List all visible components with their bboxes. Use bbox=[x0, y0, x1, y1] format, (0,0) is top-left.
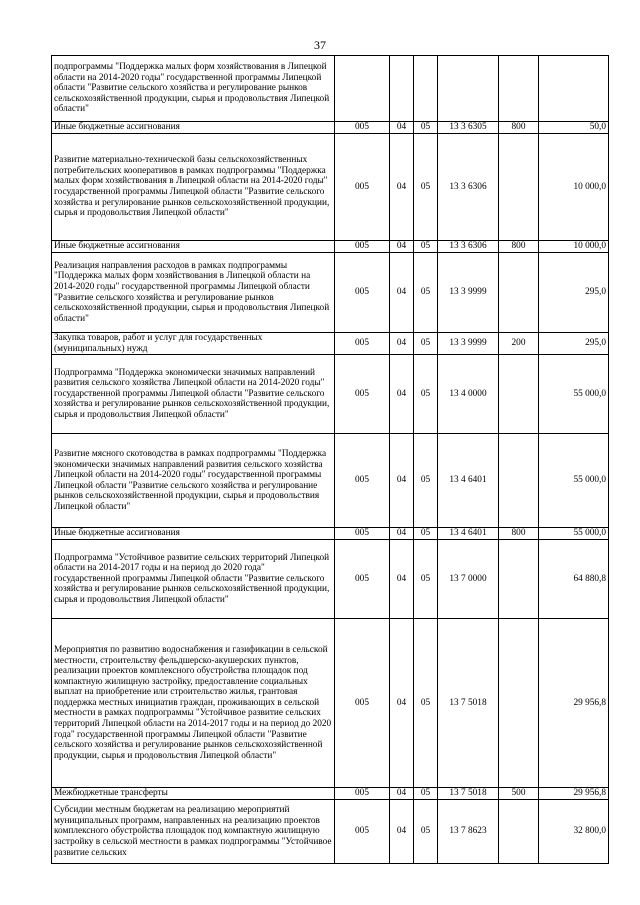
table-row bbox=[52, 800, 609, 864]
amount-cell: 50,0 bbox=[539, 122, 609, 134]
expense-type-cell bbox=[499, 355, 539, 434]
amount-cell: 295,0 bbox=[539, 333, 609, 355]
amount-cell: 10 000,0 bbox=[539, 241, 609, 253]
expense-type-cell bbox=[499, 434, 539, 528]
article-code-cell: 13 4 6401 bbox=[438, 528, 499, 540]
article-code-cell: 13 4 0000 bbox=[438, 355, 499, 434]
section-code-cell: 04 bbox=[390, 134, 414, 241]
subsection-code-cell: 05 bbox=[414, 134, 438, 241]
row-name-cell: Развитие материально-технической базы сельскохозяйственных потребительских кооперативов в рамках подпрограммы "Поддержка малых форм хозяйствования в Липецкой области на 2014-2020 годы" государственной программы Липецкой области "Развитие сельского хозяйства и регулирование рынков сельскохозяйственной продукции, сырья и продовольствия Липецкой области" bbox=[52, 134, 335, 241]
row-name-cell: подпрограммы "Поддержка малых форм хозяйствования в Липецкой области на 2014-2020 годы" государственной программы Липецкой области "Развитие сельского хозяйства и регулирование рынков сельскохозяйственной продукции, сырья и продовольствия Липецкой области" bbox=[52, 56, 335, 122]
section-code-cell: 04 bbox=[390, 788, 414, 800]
amount-cell: 55 000,0 bbox=[539, 528, 609, 540]
section-code-cell: 04 bbox=[390, 122, 414, 134]
table-row bbox=[52, 241, 609, 253]
budget-table-body bbox=[52, 56, 609, 864]
table-row bbox=[52, 355, 609, 434]
section-code-cell: 04 bbox=[390, 333, 414, 355]
ministry-code-cell: 005 bbox=[335, 800, 390, 864]
subsection-code-cell: 05 bbox=[414, 122, 438, 134]
subsection-code-cell: 05 bbox=[414, 800, 438, 864]
subsection-code-cell: 05 bbox=[414, 788, 438, 800]
row-name-cell: Закупка товаров, работ и услуг для государственных (муниципальных) нужд bbox=[52, 333, 335, 355]
section-code-cell: 04 bbox=[390, 253, 414, 333]
article-code-cell: 13 3 6306 bbox=[438, 241, 499, 253]
ministry-code-cell: 005 bbox=[335, 134, 390, 241]
row-name-cell: Подпрограмма "Устойчивое развитие сельских территорий Липецкой области на 2014-2017 годы и на период до 2020 года" государственной программы Липецкой области "Развитие сельского хозяйства и регулирование рынков сельскохозяйственной продукции, сырья и продовольствия Липецкой области" bbox=[52, 540, 335, 619]
amount-cell: 55 000,0 bbox=[539, 434, 609, 528]
ministry-code-cell: 005 bbox=[335, 540, 390, 619]
expense-type-cell bbox=[499, 253, 539, 333]
article-code-cell: 13 3 9999 bbox=[438, 333, 499, 355]
row-name-cell: Мероприятия по развитию водоснабжения и газификации в сельской местности, строительству фельдшерско-акушерских пунктов, реализации проектов комплексного обустройства площадок под компактную жилищную застройку, предоставление социальных выплат на приобретение или строительство жилья, грантовая поддержка местных инициатив граждан, проживающих в сельской местности в рамках подпрограммы "Устойчивое развитие сельских территорий Липецкой области на 2014-2017 годы и на период до 2020 года" государственной программы Липецкой области "Развитие сельского хозяйства и регулирование рынков сельскохозяйственной продукции, сырья и продовольствия Липецкой области" bbox=[52, 619, 335, 788]
subsection-code-cell: 05 bbox=[414, 434, 438, 528]
section-code-cell: 04 bbox=[390, 528, 414, 540]
article-code-cell bbox=[438, 56, 499, 122]
amount-cell bbox=[539, 56, 609, 122]
section-code-cell bbox=[390, 56, 414, 122]
amount-cell: 32 800,0 bbox=[539, 800, 609, 864]
amount-cell: 29 956,8 bbox=[539, 788, 609, 800]
section-code-cell: 04 bbox=[390, 434, 414, 528]
ministry-code-cell: 005 bbox=[335, 528, 390, 540]
article-code-cell: 13 7 5018 bbox=[438, 788, 499, 800]
ministry-code-cell: 005 bbox=[335, 333, 390, 355]
article-code-cell: 13 3 9999 bbox=[438, 253, 499, 333]
ministry-code-cell: 005 bbox=[335, 355, 390, 434]
subsection-code-cell: 05 bbox=[414, 619, 438, 788]
section-code-cell: 04 bbox=[390, 800, 414, 864]
amount-cell: 295,0 bbox=[539, 253, 609, 333]
row-name-cell: Развитие мясного скотоводства в рамках подпрограммы "Поддержка экономически значимых направлений развития сельского хозяйства Липецкой области на 2014-2020 годы" государственной программы Липецкой области "Развитие сельского хозяйства и регулирование рынков сельскохозяйственной продукции, сырья и продовольствия Липецкой области" bbox=[52, 434, 335, 528]
budget-table bbox=[51, 55, 609, 864]
table-row bbox=[52, 253, 609, 333]
expense-type-cell: 800 bbox=[499, 241, 539, 253]
row-name-cell: Субсидии местным бюджетам на реализацию мероприятий муниципальных программ, направленных на реализацию проектов комплексного обустройства площадок под компактную жилищную застройку в сельской местности в рамках подпрограммы "Устойчивое развитие сельских bbox=[52, 800, 335, 864]
row-name-cell: Подпрограмма "Поддержка экономически значимых направлений развития сельского хозяйства Липецкой области на 2014-2020 годы" государственной программы Липецкой области "Развитие сельского хозяйства и регулирование рынков сельскохозяйственной продукции, сырья и продовольствия Липецкой области" bbox=[52, 355, 335, 434]
article-code-cell: 13 7 8623 bbox=[438, 800, 499, 864]
row-name-cell: Иные бюджетные ассигнования bbox=[52, 122, 335, 134]
amount-cell: 10 000,0 bbox=[539, 134, 609, 241]
subsection-code-cell: 05 bbox=[414, 241, 438, 253]
expense-type-cell bbox=[499, 800, 539, 864]
ministry-code-cell: 005 bbox=[335, 122, 390, 134]
ministry-code-cell: 005 bbox=[335, 434, 390, 528]
table-row bbox=[52, 434, 609, 528]
expense-type-cell: 800 bbox=[499, 528, 539, 540]
subsection-code-cell: 05 bbox=[414, 355, 438, 434]
subsection-code-cell: 05 bbox=[414, 528, 438, 540]
table-row bbox=[52, 528, 609, 540]
ministry-code-cell: 005 bbox=[335, 241, 390, 253]
expense-type-cell bbox=[499, 619, 539, 788]
subsection-code-cell bbox=[414, 56, 438, 122]
article-code-cell: 13 4 6401 bbox=[438, 434, 499, 528]
row-name-cell: Иные бюджетные ассигнования bbox=[52, 241, 335, 253]
ministry-code-cell: 005 bbox=[335, 788, 390, 800]
article-code-cell: 13 7 0000 bbox=[438, 540, 499, 619]
section-code-cell: 04 bbox=[390, 540, 414, 619]
table-row bbox=[52, 56, 609, 122]
row-name-cell: Реализация направления расходов в рамках подпрограммы "Поддержка малых форм хозяйствования в Липецкой области на 2014-2020 годы" государственной программы Липецкой области "Развитие сельского хозяйства и регулирование рынков сельскохозяйственной продукции, сырья и продовольствия Липецкой области" bbox=[52, 253, 335, 333]
expense-type-cell bbox=[499, 56, 539, 122]
section-code-cell: 04 bbox=[390, 241, 414, 253]
subsection-code-cell: 05 bbox=[414, 253, 438, 333]
expense-type-cell bbox=[499, 540, 539, 619]
table-row bbox=[52, 122, 609, 134]
ministry-code-cell: 005 bbox=[335, 619, 390, 788]
amount-cell: 29 956,8 bbox=[539, 619, 609, 788]
expense-type-cell: 200 bbox=[499, 333, 539, 355]
table-row bbox=[52, 134, 609, 241]
subsection-code-cell: 05 bbox=[414, 333, 438, 355]
row-name-cell: Межбюджетные трансферты bbox=[52, 788, 335, 800]
section-code-cell: 04 bbox=[390, 355, 414, 434]
expense-type-cell: 500 bbox=[499, 788, 539, 800]
amount-cell: 55 000,0 bbox=[539, 355, 609, 434]
subsection-code-cell: 05 bbox=[414, 540, 438, 619]
ministry-code-cell bbox=[335, 56, 390, 122]
amount-cell: 64 880,8 bbox=[539, 540, 609, 619]
expense-type-cell bbox=[499, 134, 539, 241]
table-row bbox=[52, 540, 609, 619]
section-code-cell: 04 bbox=[390, 619, 414, 788]
table-row bbox=[52, 788, 609, 800]
page-number: 37 bbox=[314, 38, 326, 52]
table-row bbox=[52, 333, 609, 355]
article-code-cell: 13 7 5018 bbox=[438, 619, 499, 788]
ministry-code-cell: 005 bbox=[335, 253, 390, 333]
table-row bbox=[52, 619, 609, 788]
article-code-cell: 13 3 6306 bbox=[438, 134, 499, 241]
expense-type-cell: 800 bbox=[499, 122, 539, 134]
row-name-cell: Иные бюджетные ассигнования bbox=[52, 528, 335, 540]
article-code-cell: 13 3 6305 bbox=[438, 122, 499, 134]
